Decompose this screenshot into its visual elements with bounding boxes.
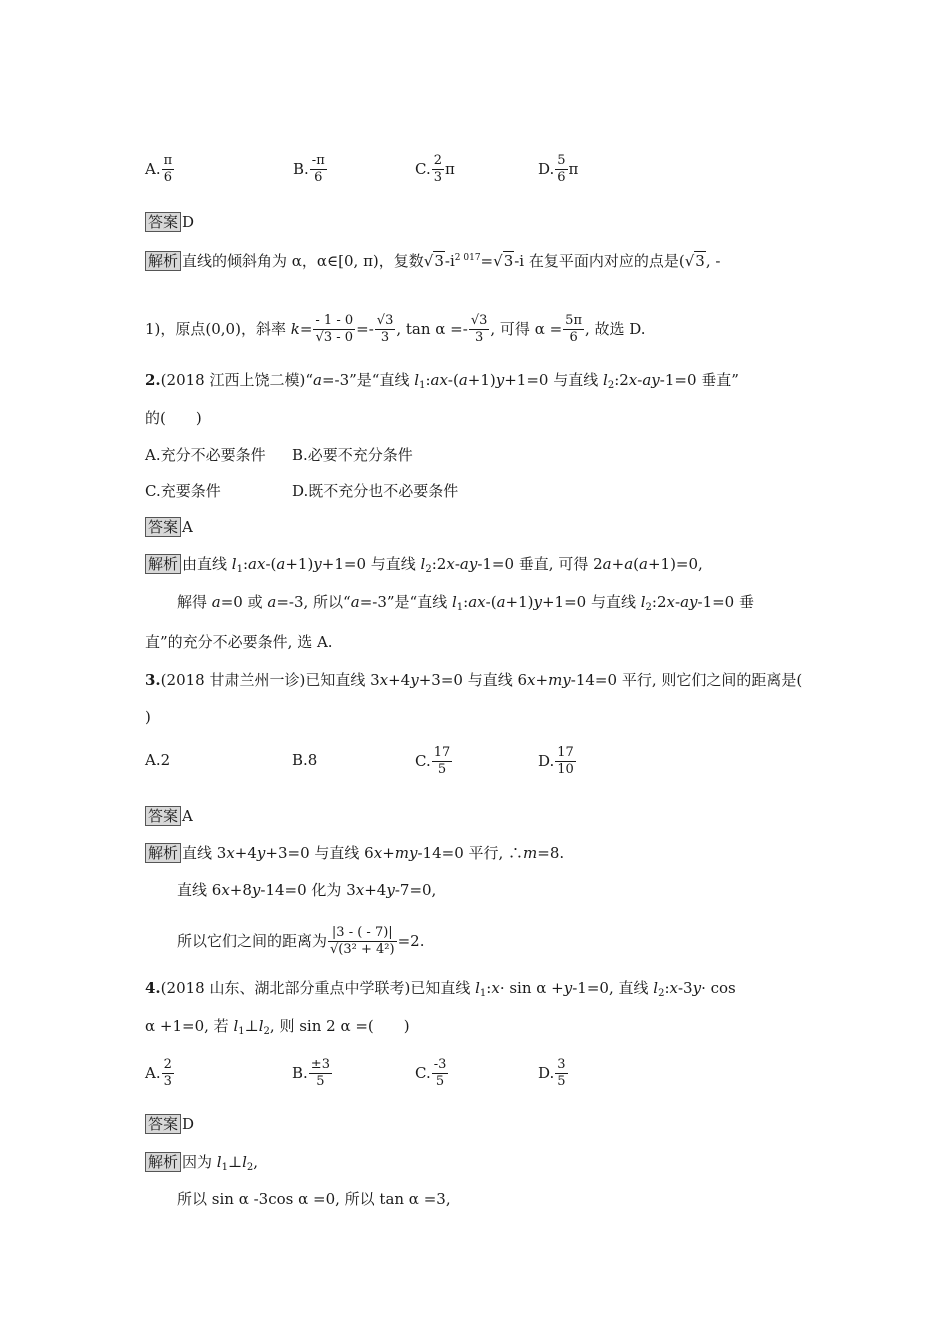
analysis-tag: 解析: [145, 554, 181, 574]
q3-option-c: C. $\frac{17}{5}$: [415, 745, 451, 778]
q2-stem-line1: 2.(2018 江西上饶二模)“a=-3”是“直线 $l_1:ax-(a+1)y+1=0$ 与直线 $l_2:2x-ay-1=0$ 垂直”: [145, 371, 739, 391]
q1-answer: 答案 D: [145, 212, 194, 232]
q2-option-a: A.充分不必要条件: [145, 446, 266, 464]
q4-answer: 答案 D: [145, 1114, 194, 1134]
q3-option-d: D. $\frac{17}{10}$: [538, 745, 574, 778]
answer-tag: 答案: [145, 212, 181, 232]
q2-analysis-line2: 解得 a=0 或 a=-3, 所以“a=-3”是“直线 $l_1:ax-(a+1)y+1=0$ 与直线 $l_2:2x-ay-1=0$ 垂: [177, 593, 754, 613]
q3-option-b: B.8: [292, 751, 318, 769]
q2-option-d: D.既不充分也不必要条件: [292, 482, 459, 500]
q4-option-c: C. $\frac{-3}{5}$: [415, 1057, 447, 1090]
q3-analysis-line2: 直线 6x+8y-14=0 化为 3x+4y-7=0,: [177, 881, 437, 899]
q4-analysis-line1: 解析 因为 $l_1\perp l_2$,: [145, 1152, 258, 1178]
analysis-tag: 解析: [145, 1152, 181, 1172]
q2-option-b: B.必要不充分条件: [292, 446, 413, 464]
q1-option-c: C. $\frac{2}{3}$ π: [415, 153, 455, 186]
q2-answer: 答案 A: [145, 517, 193, 537]
q4-stem-line2: α +1=0, 若 $l_1\perp l_2$, 则 sin 2 α =( ): [145, 1017, 410, 1037]
analysis-tag: 解析: [145, 843, 181, 863]
q2-analysis-line1: 解析 由直线 $l_1:ax-(a+1)y+1=0$ 与直线 $l_2:2x-ay-1=0$ 垂直, 可得 2a+a(a+1)=0,: [145, 554, 703, 580]
q3-stem-line1: 3.(2018 甘肃兰州一诊)已知直线 3x+4y+3=0 与直线 6x+my-14=0 平行, 则它们之间的距离是(: [145, 671, 803, 689]
q4-option-a: A. $\frac{2}{3}$: [145, 1057, 172, 1090]
q3-answer: 答案 A: [145, 806, 193, 826]
q3-analysis-line3: 所以它们之间的距离为 $\frac{|3 - ( - 7)|}{\text{√(3² + 4²)}}$ =2.: [177, 925, 425, 958]
q4-option-b: B. $\frac{\pm 3}{5}$: [292, 1057, 330, 1090]
q3-stem-line2: ): [145, 708, 151, 726]
q1-option-b: B. $\frac{-\pi}{6}$: [293, 153, 325, 186]
q2-stem-line2: 的( ): [145, 409, 202, 427]
q3-analysis-line1: 解析 直线 3x+4y+3=0 与直线 6x+my-14=0 平行, ∴m=8.: [145, 843, 564, 863]
q4-option-d: D. $\frac{3}{5}$: [538, 1057, 566, 1090]
q4-stem-line1: 4.(2018 山东、湖北部分重点中学联考)已知直线 $l_1:x\cdot \sin \alpha +y-1=0$, 直线 $l_2:x-3y\cdot \cos$: [145, 979, 736, 999]
q2-option-c: C.充要条件: [145, 482, 221, 500]
answer-tag: 答案: [145, 1114, 181, 1134]
answer-tag: 答案: [145, 806, 181, 826]
q3-option-a: A.2: [145, 751, 171, 769]
q2-analysis-line3: 直”的充分不必要条件, 选 A.: [145, 633, 333, 651]
q1-option-d: D. $\frac{5}{6}$ π: [538, 153, 579, 186]
q4-analysis-line2: 所以 sin α -3cos α =0, 所以 tan α =3,: [177, 1190, 451, 1208]
answer-tag: 答案: [145, 517, 181, 537]
q1-analysis-line1: 解析 直线的倾斜角为 α，α∈[0, π)，复数$√3-i^{2 017}=√3-i$ 在复平面内对应的点是(√3, -: [145, 248, 720, 271]
q1-analysis-line2: 1)，原点(0,0)，斜率 k= $\frac{- 1 - 0}{√3 - 0}$ =- $\frac{√3}{3}$ , tan α =- $\frac{√3}{3}$ , 可得 α = $\frac{5\pi}{6}$ , 故选 D.: [145, 313, 646, 346]
q1-option-a: A. $\frac{\pi}{6}$: [145, 153, 173, 186]
analysis-tag: 解析: [145, 251, 181, 271]
